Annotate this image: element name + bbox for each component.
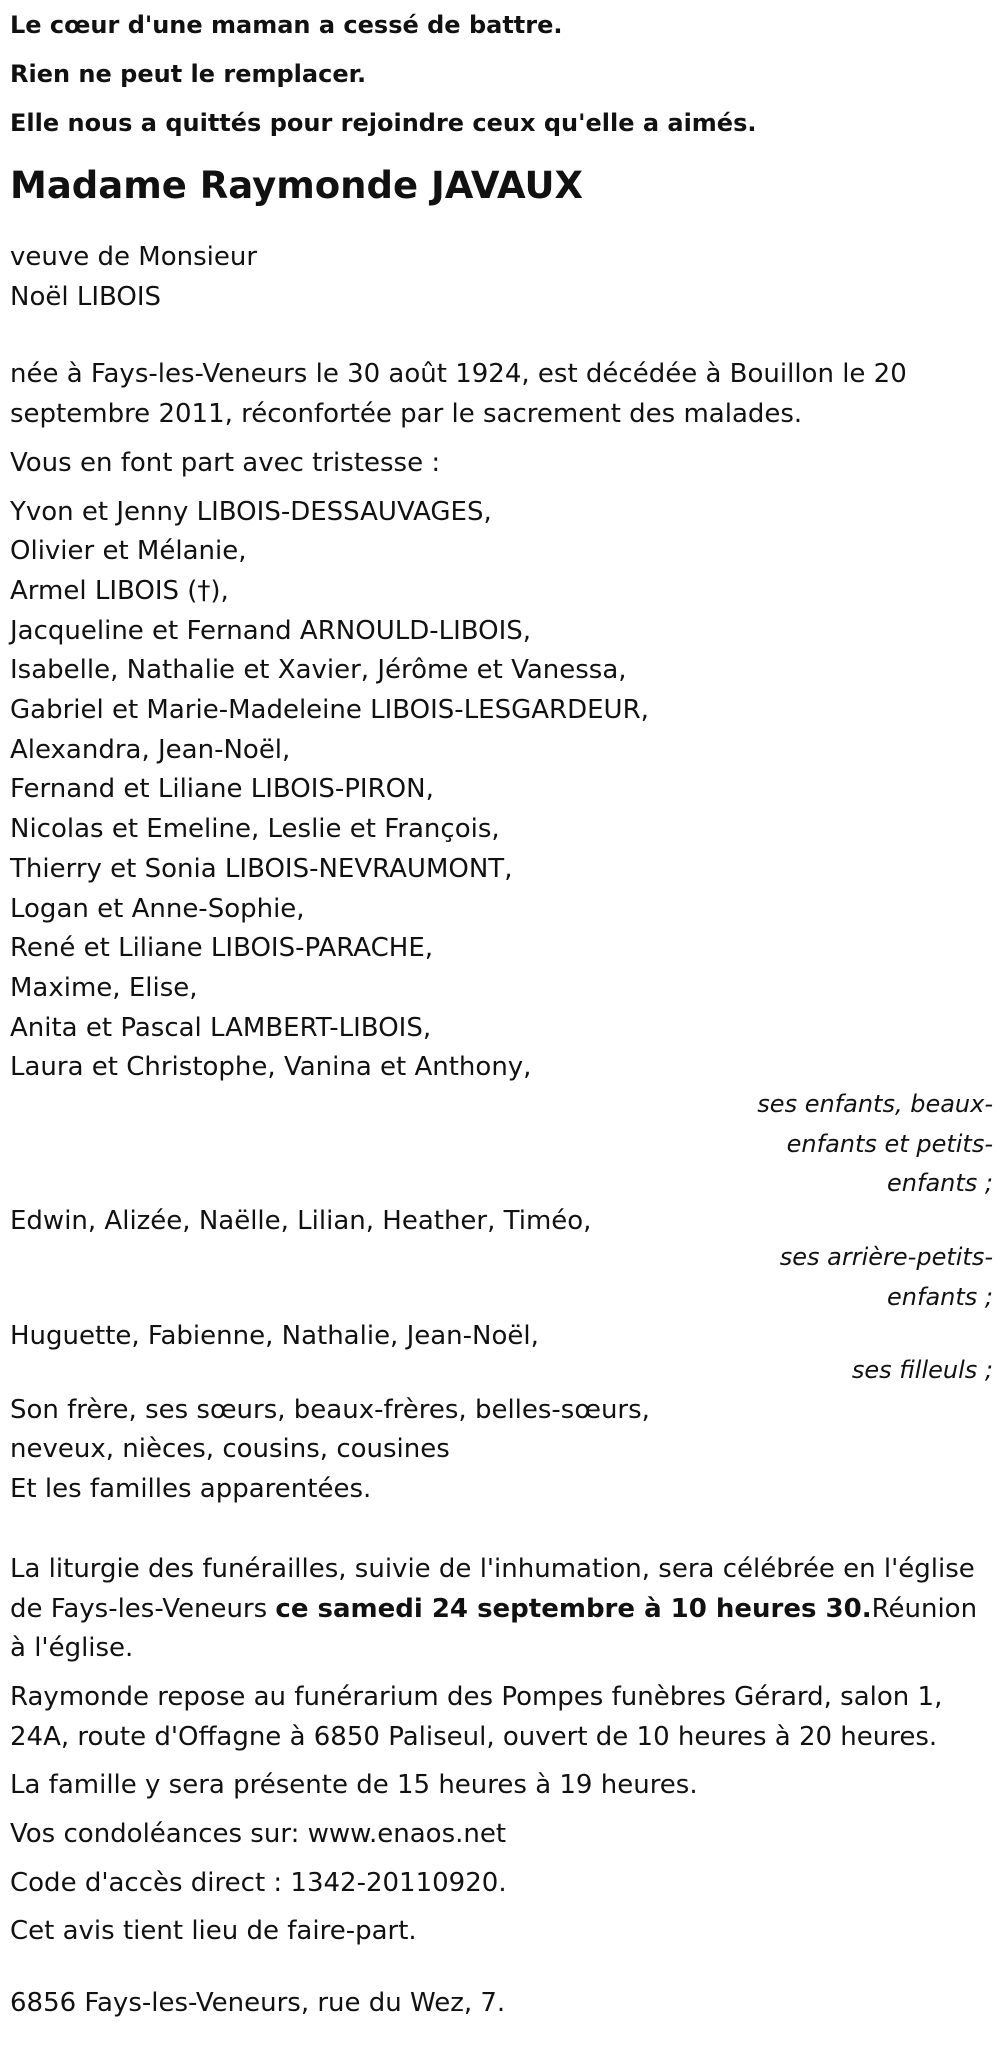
list-item: Anita et Pascal LAMBERT-LIBOIS, (10, 1012, 432, 1043)
presence-line: La famille y sera présente de 15 heures à 19 heures. (10, 1770, 698, 1801)
children-label: ses enfants, beaux-enfants et petits-enfants ; (757, 1090, 993, 1198)
widow-line: veuve de Monsieur (10, 242, 258, 272)
widow-line: Noël LIBOIS (10, 281, 162, 312)
condolences-line: Vos condoléances sur: www.enaos.net (10, 1819, 507, 1850)
list-item: Thierry et Sonia LIBOIS-NEVRAUMONT, (10, 853, 513, 884)
great-grandchildren-label: ses arrière-petits-enfants ; (779, 1242, 993, 1311)
birth-paragraph: née à Fays-les-Veneurs le 30 août 1924, est décédée à Bouillon le 20 septembre 2011, réconfortée par le sacrement des malades. (10, 359, 907, 430)
intro-line: Rien ne peut le remplacer. (10, 60, 367, 88)
access-code-line: Code d'accès direct : 1342-20110920. (10, 1867, 507, 1898)
list-item: Huguette, Fabienne, Nathalie, Jean-Noël, (10, 1321, 539, 1352)
announce-line: Vous en font part avec tristesse : (10, 447, 441, 478)
list-item: Yvon et Jenny LIBOIS-DESSAUVAGES, (10, 496, 492, 527)
list-item: Alexandra, Jean-Noël, (10, 734, 291, 765)
list-item: Gabriel et Marie-Madeleine LIBOIS-LESGARDEUR, (10, 695, 649, 726)
list-item: Fernand et Liliane LIBOIS-PIRON, (10, 774, 434, 805)
funerarium-paragraph: Raymonde repose au funérarium des Pompes funèbres Gérard, salon 1, 24A, route d'Offagne à 6850 Paliseul, ouvert de 10 heures à 20 heures. (10, 1681, 943, 1752)
deceased-name: Madame Raymonde JAVAUX (10, 164, 584, 207)
intro-block (10, 0, 990, 148)
list-item: Et les familles apparentées. (10, 1474, 372, 1505)
list-item: Armel LIBOIS (†), (10, 575, 229, 606)
list-item: Maxime, Elise, (10, 972, 198, 1003)
liturgy-date: ce samedi 24 septembre à 10 heures 30. (275, 1593, 872, 1624)
list-item: Jacqueline et Fernand ARNOULD-LIBOIS, (10, 615, 532, 646)
list-item: Edwin, Alizée, Naëlle, Lilian, Heather, Timéo, (10, 1206, 592, 1237)
godchildren-label: ses filleuls ; (851, 1355, 993, 1384)
family-block (10, 1391, 990, 1510)
list-item: René et Liliane LIBOIS-PARACHE, (10, 933, 434, 964)
children-list (10, 493, 990, 1089)
list-item: neveux, nièces, cousins, cousines (10, 1434, 450, 1465)
list-item: Nicolas et Emeline, Leslie et François, (10, 814, 500, 845)
liturgy-meeting: Réunion à l'église. (10, 1593, 978, 1664)
list-item: Logan et Anne-Sophie, (10, 893, 305, 924)
list-item: Laura et Christophe, Vanina et Anthony, (10, 1052, 532, 1083)
liturgy-text: La liturgie des funérailles, suivie de l'inhumation, sera célébrée en l'église de Fays-les-Veneurs (10, 1553, 975, 1624)
obituary-document (10, 0, 993, 2024)
intro-line: Le cœur d'une maman a cessé de battre. (10, 11, 563, 39)
intro-line: Elle nous a quittés pour rejoindre ceux qu'elle a aimés. (10, 109, 757, 137)
notice-line: Cet avis tient lieu de faire-part. (10, 1916, 417, 1947)
great-grandchildren-line (10, 1202, 990, 1242)
widow-block (10, 238, 990, 317)
address-line: 6856 Fays-les-Veneurs, rue du Wez, 7. (10, 1988, 506, 2019)
list-item: Olivier et Mélanie, (10, 536, 247, 567)
list-item: Son frère, ses sœurs, beaux-frères, belles-sœurs, (10, 1394, 650, 1425)
list-item: Isabelle, Nathalie et Xavier, Jérôme et Vanessa, (10, 655, 627, 686)
liturgy-paragraph (10, 1550, 985, 1669)
